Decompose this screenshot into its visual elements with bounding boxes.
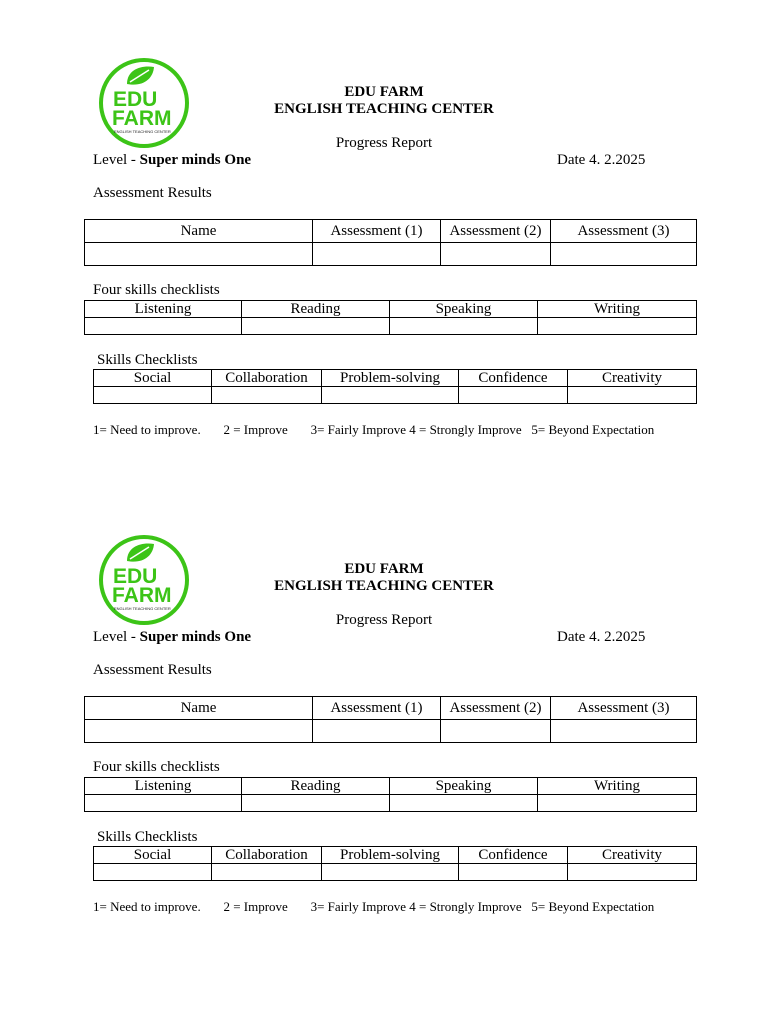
assessment-results-table [84, 219, 697, 266]
problem-solving-cell[interactable] [322, 387, 459, 404]
table-header-row [85, 778, 697, 795]
school-name: EDU FARM [344, 84, 424, 100]
skills-checklists-label: Skills Checklists [97, 352, 198, 368]
name-cell[interactable] [85, 720, 313, 743]
column-header: Problem-solving [322, 370, 459, 387]
listening-cell[interactable] [85, 795, 242, 812]
writing-cell[interactable] [538, 318, 697, 335]
listening-cell[interactable] [85, 318, 242, 335]
table-header-row [85, 697, 697, 720]
level-field [93, 629, 251, 646]
reading-cell[interactable] [242, 795, 390, 812]
column-header: Creativity [568, 847, 697, 864]
table-row [85, 720, 697, 743]
four-skills-table [84, 300, 697, 335]
school-subtitle: ENGLISH TEACHING CENTER [274, 578, 494, 594]
column-header: Problem-solving [322, 847, 459, 864]
column-header: Confidence [459, 370, 568, 387]
table-row [94, 387, 697, 404]
svg-text:EDU: EDU [113, 565, 158, 588]
column-header: Assessment (1) [313, 220, 441, 243]
column-header: Social [94, 847, 212, 864]
confidence-cell[interactable] [459, 387, 568, 404]
assessment-1-cell[interactable] [313, 720, 441, 743]
table-row [85, 243, 697, 266]
svg-text:FARM: FARM [112, 584, 172, 607]
column-header: Creativity [568, 370, 697, 387]
collaboration-cell[interactable] [212, 864, 322, 881]
assessment-results-label: Assessment Results [93, 185, 212, 201]
column-header: Speaking [390, 778, 538, 795]
document-type: Progress Report [335, 612, 433, 628]
skills-checklists-label: Skills Checklists [97, 829, 198, 845]
svg-text:FARM: FARM [112, 107, 172, 130]
school-subtitle: ENGLISH TEACHING CENTER [274, 101, 494, 117]
skills-checklists-table [93, 846, 697, 881]
column-header: Assessment (3) [551, 697, 697, 720]
table-header-row [94, 847, 697, 864]
column-header: Confidence [459, 847, 568, 864]
problem-solving-cell[interactable] [322, 864, 459, 881]
level-label: Level - [93, 152, 140, 168]
four-skills-table [84, 777, 697, 812]
level-field [93, 152, 251, 169]
speaking-cell[interactable] [390, 318, 538, 335]
speaking-cell[interactable] [390, 795, 538, 812]
creativity-cell[interactable] [568, 864, 697, 881]
table-row [94, 864, 697, 881]
rating-legend: 1= Need to improve. 2 = Improve 3= Fairly Improve 4 = Strongly Improve 5= Beyond Expectation [93, 899, 655, 914]
column-header: Assessment (2) [441, 697, 551, 720]
confidence-cell[interactable] [459, 864, 568, 881]
column-header: Writing [538, 778, 697, 795]
svg-text:ENGLISH TEACHING CENTER: ENGLISH TEACHING CENTER [114, 606, 171, 611]
table-row [85, 795, 697, 812]
rating-legend: 1= Need to improve. 2 = Improve 3= Fairly Improve 4 = Strongly Improve 5= Beyond Expectation [93, 422, 655, 437]
four-skills-label: Four skills checklists [93, 759, 220, 775]
column-header: Name [85, 220, 313, 243]
column-header: Reading [242, 778, 390, 795]
table-row [85, 318, 697, 335]
reading-cell[interactable] [242, 318, 390, 335]
progress-report-1 [0, 0, 768, 470]
progress-report-2 [0, 477, 768, 947]
date-field: Date 4. 2.2025 [557, 152, 646, 168]
column-header: Assessment (3) [551, 220, 697, 243]
level-value: Super minds One [139, 152, 252, 168]
assessment-1-cell[interactable] [313, 243, 441, 266]
assessment-2-cell[interactable] [441, 720, 551, 743]
collaboration-cell[interactable] [212, 387, 322, 404]
table-header-row [85, 301, 697, 318]
column-header: Reading [242, 301, 390, 318]
creativity-cell[interactable] [568, 387, 697, 404]
social-cell[interactable] [94, 864, 212, 881]
level-value: Super minds One [139, 629, 252, 645]
assessment-3-cell[interactable] [551, 720, 697, 743]
column-header: Speaking [390, 301, 538, 318]
column-header: Writing [538, 301, 697, 318]
column-header: Name [85, 697, 313, 720]
assessment-results-label: Assessment Results [93, 662, 212, 678]
writing-cell[interactable] [538, 795, 697, 812]
table-header-row [94, 370, 697, 387]
date-field: Date 4. 2.2025 [557, 629, 646, 645]
column-header: Listening [85, 301, 242, 318]
column-header: Social [94, 370, 212, 387]
document-type: Progress Report [335, 135, 433, 151]
svg-text:EDU: EDU [113, 88, 158, 111]
assessment-2-cell[interactable] [441, 243, 551, 266]
column-header: Listening [85, 778, 242, 795]
column-header: Assessment (2) [441, 220, 551, 243]
school-name: EDU FARM [344, 561, 424, 577]
assessment-results-table [84, 696, 697, 743]
four-skills-label: Four skills checklists [93, 282, 220, 298]
table-header-row [85, 220, 697, 243]
level-label: Level - [93, 629, 140, 645]
column-header: Collaboration [212, 847, 322, 864]
column-header: Assessment (1) [313, 697, 441, 720]
skills-checklists-table [93, 369, 697, 404]
assessment-3-cell[interactable] [551, 243, 697, 266]
column-header: Collaboration [212, 370, 322, 387]
svg-text:ENGLISH TEACHING CENTER: ENGLISH TEACHING CENTER [114, 129, 171, 134]
name-cell[interactable] [85, 243, 313, 266]
social-cell[interactable] [94, 387, 212, 404]
